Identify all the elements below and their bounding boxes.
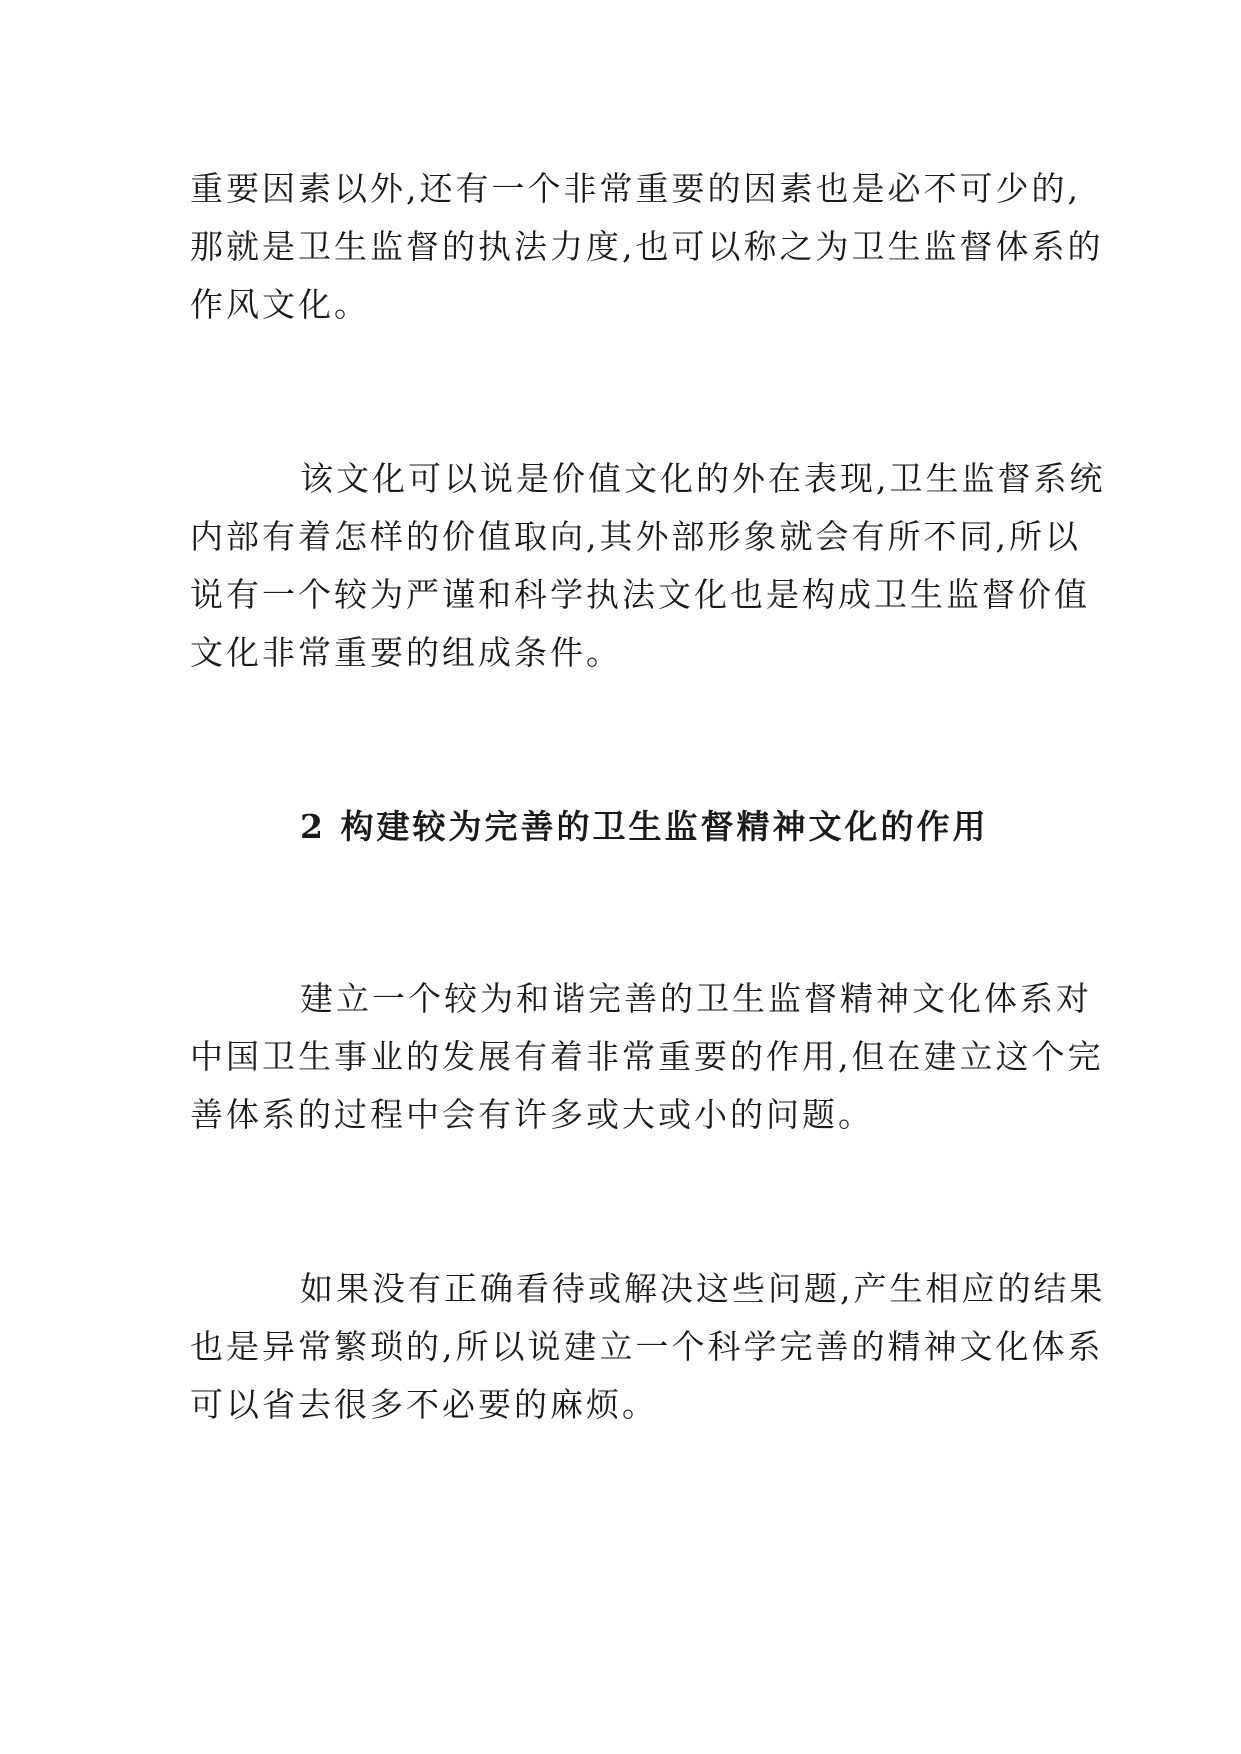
paragraph-line: 文化非常重要的组成条件。 xyxy=(190,633,622,672)
section-heading: 2 构建较为完善的卫生监督精神文化的作用 xyxy=(300,807,989,846)
paragraph-line: 如果没有正确看待或解决这些问题,产生相应的结果 xyxy=(300,1269,1106,1308)
paragraph-3 xyxy=(190,970,1104,1144)
paragraph-line: 建立一个较为和谐完善的卫生监督精神文化体系对 xyxy=(300,979,1092,1018)
paragraph-1 xyxy=(190,160,1104,334)
paragraph-line: 内部有着怎样的价值取向,其外部形象就会有所不同,所以 xyxy=(190,517,1081,556)
paragraph-line: 该文化可以说是价值文化的外在表现,卫生监督系统 xyxy=(300,459,1106,498)
paragraph-line: 作风文化。 xyxy=(190,285,370,324)
paragraph-line: 重要因素以外,还有一个非常重要的因素也是必不可少的, xyxy=(190,169,1081,208)
paragraph-line: 善体系的过程中会有许多或大或小的问题。 xyxy=(190,1095,874,1134)
paragraph-line: 可以省去很多不必要的麻烦。 xyxy=(190,1385,658,1424)
paragraph-2 xyxy=(190,450,1106,682)
paragraph-line: 中国卫生事业的发展有着非常重要的作用,但在建立这个完 xyxy=(190,1037,1104,1076)
paragraph-line: 那就是卫生监督的执法力度,也可以称之为卫生监督体系的 xyxy=(190,227,1104,266)
paragraph-line: 也是异常繁琐的,所以说建立一个科学完善的精神文化体系 xyxy=(190,1327,1104,1366)
paragraph-line: 说有一个较为严谨和科学执法文化也是构成卫生监督价值 xyxy=(190,575,1090,614)
paragraph-4 xyxy=(190,1260,1106,1434)
